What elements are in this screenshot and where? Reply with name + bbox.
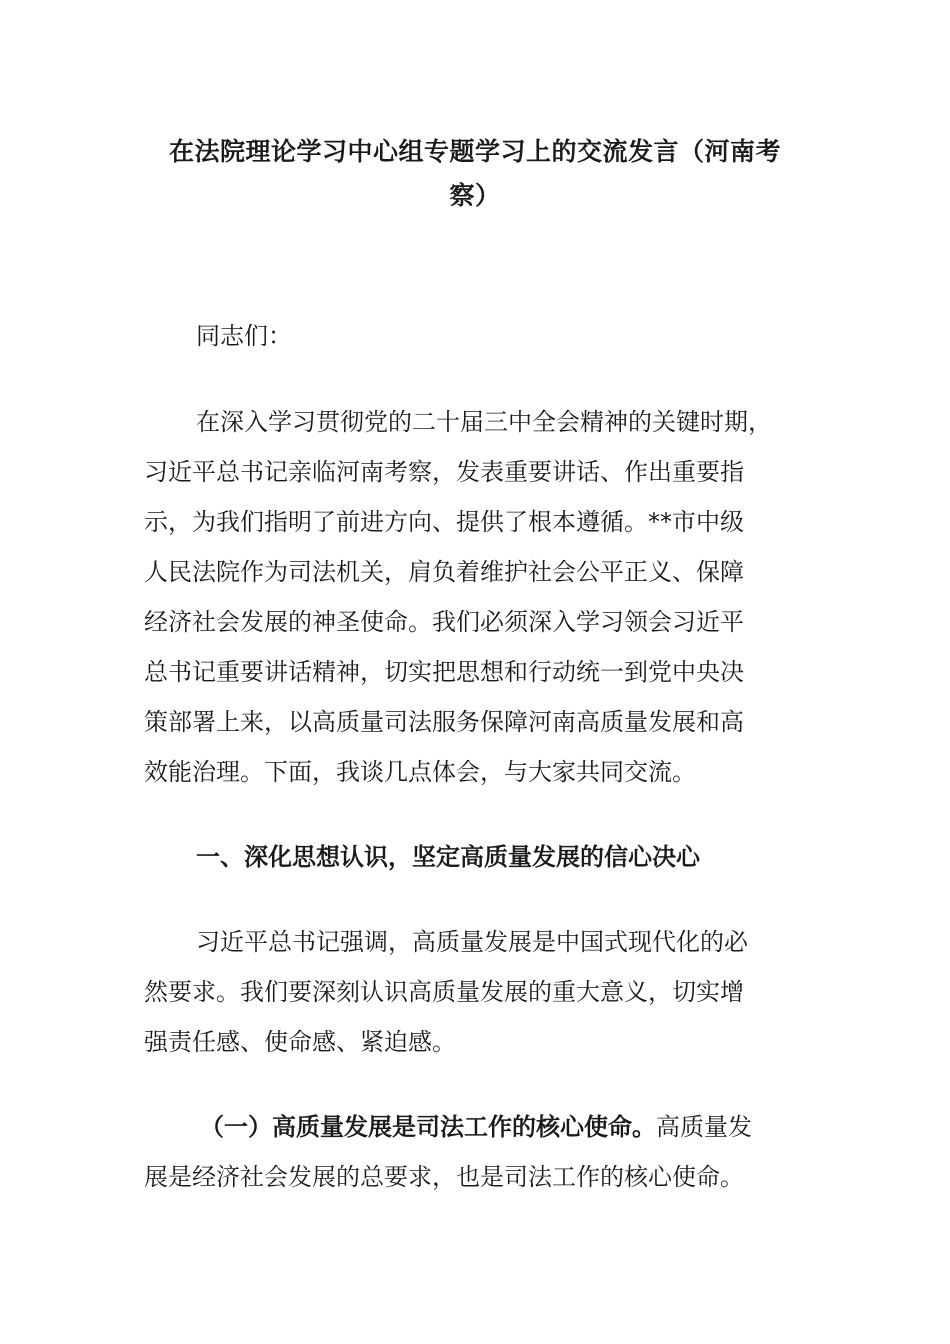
section-1-line: 习近平总书记强调，高质量发展是中国式现代化的必	[196, 928, 748, 956]
section-1-heading	[144, 832, 809, 882]
subsection-1-paragraph	[144, 1102, 809, 1202]
intro-line: 总书记重要讲话精神，切实把思想和行动统一到党中央决	[144, 658, 744, 686]
subsection-1-lead: （一）高质量发展是司法工作的核心使命。	[200, 1113, 656, 1141]
title-line-2: 察）	[449, 181, 501, 210]
intro-line: 经济社会发展的神圣使命。我们必须深入学习领会习近平	[144, 608, 744, 636]
salutation-text: 同志们：	[196, 322, 292, 350]
subsection-1-line-1	[144, 1102, 809, 1152]
document-title	[150, 130, 800, 218]
section-1-line: 强责任感、使命感、紧迫感。	[144, 1028, 456, 1056]
intro-line: 人民法院作为司法机关，肩负着维护社会公平正义、保障	[144, 558, 744, 586]
intro-line: 习近平总书记亲临河南考察，发表重要讲话、作出重要指	[144, 458, 744, 486]
intro-line: 策部署上来，以高质量司法服务保障河南高质量发展和高	[144, 708, 744, 736]
section-1-line: 然要求。我们要深刻认识高质量发展的重大意义，切实增	[144, 978, 744, 1006]
subsection-1-lead-rest: 高质量发	[656, 1113, 752, 1141]
title-line-1: 在法院理论学习中心组专题学习上的交流发言（河南考	[168, 137, 781, 166]
intro-line: 示，为我们指明了前进方向、提供了根本遵循。**市中级	[144, 508, 744, 536]
section-1-paragraph	[144, 917, 809, 1067]
section-1-heading-text: 一、深化思想认识，坚定高质量发展的信心决心	[196, 843, 700, 871]
subsection-1-line-2: 展是经济社会发展的总要求，也是司法工作的核心使命。	[144, 1163, 744, 1191]
intro-line: 在深入学习贯彻党的二十届三中全会精神的关键时期，	[196, 408, 772, 436]
intro-line: 效能治理。下面，我谈几点体会，与大家共同交流。	[144, 758, 696, 786]
intro-paragraph	[144, 397, 809, 797]
salutation	[144, 311, 809, 361]
